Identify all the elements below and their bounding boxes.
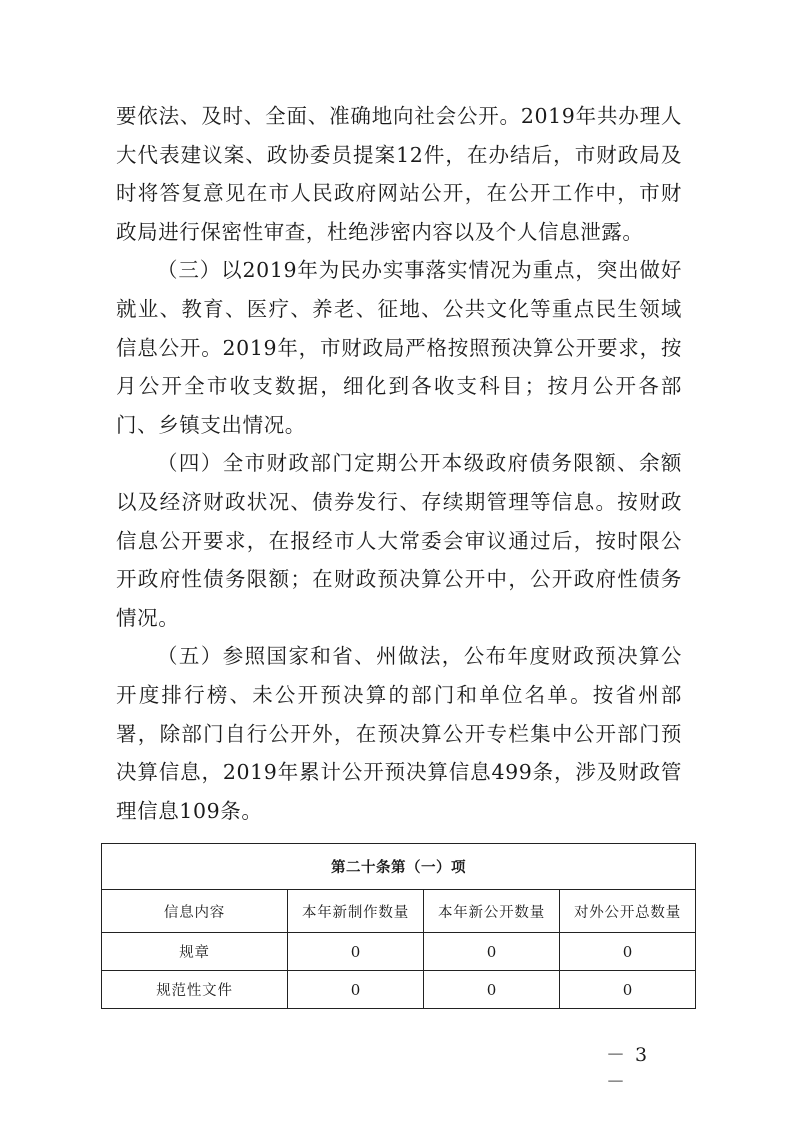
table-header-row	[102, 890, 696, 933]
cell-new-published: 0	[424, 933, 560, 971]
column-header-new-published: 本年新公开数量	[424, 890, 560, 933]
column-header-new-produced: 本年新制作数量	[288, 890, 424, 933]
column-header-content: 信息内容	[102, 890, 288, 933]
table-row	[102, 933, 696, 971]
paragraph-continuation: 要依法、及时、全面、准确地向社会公开。2019年共办理人大代表建议案、政协委员提案12件，在办结后，市财政局及时将答复意见在市人民政府网站公开，在公开工作中，市财政局进行保密性审查，杜绝涉密内容以及个人信息泄露。	[116, 104, 682, 244]
cell-total-published: 0	[560, 933, 696, 971]
column-header-total-published: 对外公开总数量	[560, 890, 696, 933]
row-label: 规章	[102, 933, 288, 971]
table-row	[102, 971, 696, 1009]
paragraph-item-three: （三）以2019年为民办实事落实情况为重点，突出做好就业、教育、医疗、养老、征地、公共文化等重点民生领域信息公开。2019年，市财政局严格按照预决算公开要求，按月公开全市收支数据，细化到各收支科目；按月公开各部门、乡镇支出情况。	[116, 258, 682, 437]
document-body	[116, 97, 682, 830]
cell-new-produced: 0	[288, 971, 424, 1009]
paragraph-item-five: （五）参照国家和省、州做法，公布年度财政预决算公开度排行榜、未公开预决算的部门和单位名单。按省州部署，除部门自行公开外，在预决算公开专栏集中公开部门预决算信息，2019年累计公开预决算信息499条，涉及财政管理信息109条。	[116, 644, 682, 823]
table-caption-row	[102, 844, 696, 890]
info-disclosure-table	[101, 843, 696, 1009]
info-disclosure-table-container	[101, 843, 695, 1009]
cell-new-published: 0	[424, 971, 560, 1009]
row-label: 规范性文件	[102, 971, 288, 1009]
cell-total-published: 0	[560, 971, 696, 1009]
page-number: － 3 －	[606, 1044, 650, 1093]
cell-new-produced: 0	[288, 933, 424, 971]
table-caption: 第二十条第（一）项	[102, 844, 696, 890]
paragraph-item-four: （四）全市财政部门定期公开本级政府债务限额、余额以及经济财政状况、债券发行、存续期管理等信息。按财政信息公开要求，在报经市人大常委会审议通过后，按时限公开政府性债务限额；在财政预决算公开中，公开政府性债务情况。	[116, 451, 682, 630]
